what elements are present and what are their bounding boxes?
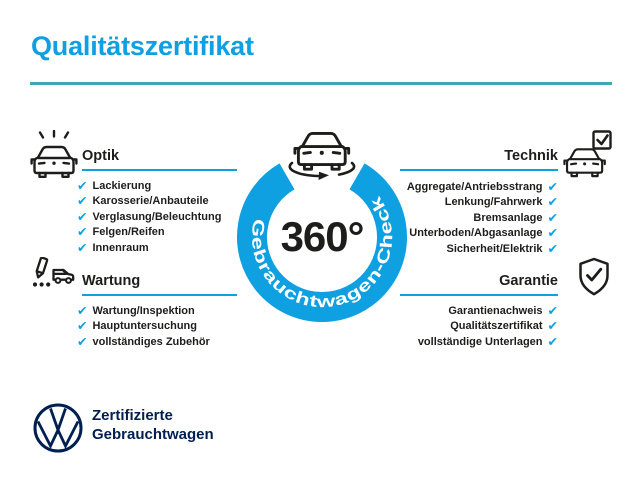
optik-list (77, 178, 221, 256)
list-item (407, 210, 558, 226)
title-divider (30, 82, 612, 85)
check-icon: ✔ (547, 225, 558, 240)
item-label: Bremsanlage (473, 211, 543, 224)
list-item (77, 225, 221, 241)
rotation-arrowhead (319, 172, 330, 180)
brand-line-1: Zertifizierte (92, 407, 173, 424)
check-icon: ✔ (547, 178, 558, 194)
item-label: Aggregate/Antriebsstrang (406, 180, 543, 193)
list-item (418, 334, 558, 350)
list-item (77, 178, 221, 194)
brand-line-2: Gebrauchtwagen (92, 426, 214, 443)
list-item (77, 319, 210, 335)
check-icon: ✔ (547, 240, 558, 256)
list-item (407, 241, 558, 257)
check-icon: ✔ (547, 194, 558, 209)
garantie-list (418, 303, 558, 350)
section-header-wartung: Wartung (82, 273, 141, 289)
item-label: Qualitätszertifikat (450, 320, 543, 333)
list-item (77, 209, 221, 225)
underline-technik (400, 169, 558, 171)
check-icon: ✔ (547, 302, 558, 318)
check-icon: ✔ (77, 318, 88, 333)
list-item (77, 334, 210, 350)
check-icon: ✔ (547, 333, 558, 349)
item-label: Lenkung/Fahrwerk (444, 196, 543, 209)
brand-text (92, 406, 214, 444)
item-label: Sicherheit/Elektrik (446, 242, 543, 255)
technik-list (407, 179, 558, 257)
center-car-glyph (295, 133, 349, 169)
underline-garantie (400, 294, 558, 296)
car-checkbox-icon (562, 130, 614, 184)
item-label: Verglasung/Beleuchtung (92, 210, 222, 223)
ring-label: Gebrauchtwagen-Check (247, 196, 397, 312)
item-label: Felgen/Reifen (92, 226, 165, 239)
list-item (77, 194, 221, 210)
checklist-pencil-car-icon (28, 257, 76, 305)
item-label: Hauptuntersuchung (92, 320, 197, 333)
list-item (407, 179, 558, 195)
section-header-technik: Technik (504, 148, 558, 164)
car-360-rotation-icon (222, 120, 422, 330)
item-label: Unterboden/Abgasanlage (409, 227, 543, 240)
check-icon: ✔ (77, 239, 88, 255)
wartung-list (77, 303, 210, 350)
check-icon: ✔ (77, 224, 88, 239)
shining-car-icon (30, 130, 78, 183)
item-label: vollständiges Zubehör (92, 335, 210, 348)
underline-optik (82, 169, 237, 171)
list-item (77, 240, 221, 256)
list-item (407, 226, 558, 242)
check-icon: ✔ (77, 208, 88, 224)
item-label: Garantienachweis (448, 304, 543, 317)
item-label: Innenraum (92, 241, 149, 254)
list-item (407, 195, 558, 211)
shield-check-icon (574, 256, 614, 304)
item-label: Wartung/Inspektion (92, 304, 195, 317)
item-label: Lackierung (92, 179, 152, 192)
section-header-optik: Optik (82, 148, 120, 164)
check-icon: ✔ (547, 318, 558, 333)
degree-label: 360° (280, 213, 364, 260)
item-label: Karosserie/Anbauteile (92, 195, 209, 208)
item-label: vollständige Unterlagen (417, 335, 543, 348)
list-item (418, 303, 558, 319)
check-icon: ✔ (77, 333, 88, 349)
vw-logo (32, 402, 84, 454)
list-item (77, 303, 210, 319)
check-icon: ✔ (547, 209, 558, 225)
check-icon: ✔ (77, 302, 88, 318)
list-item (418, 319, 558, 335)
check-icon: ✔ (77, 193, 88, 208)
check-icon: ✔ (77, 177, 88, 193)
underline-wartung (82, 294, 237, 296)
page-title: Qualitätszertifikat (31, 31, 254, 61)
section-header-garantie: Garantie (499, 273, 558, 289)
